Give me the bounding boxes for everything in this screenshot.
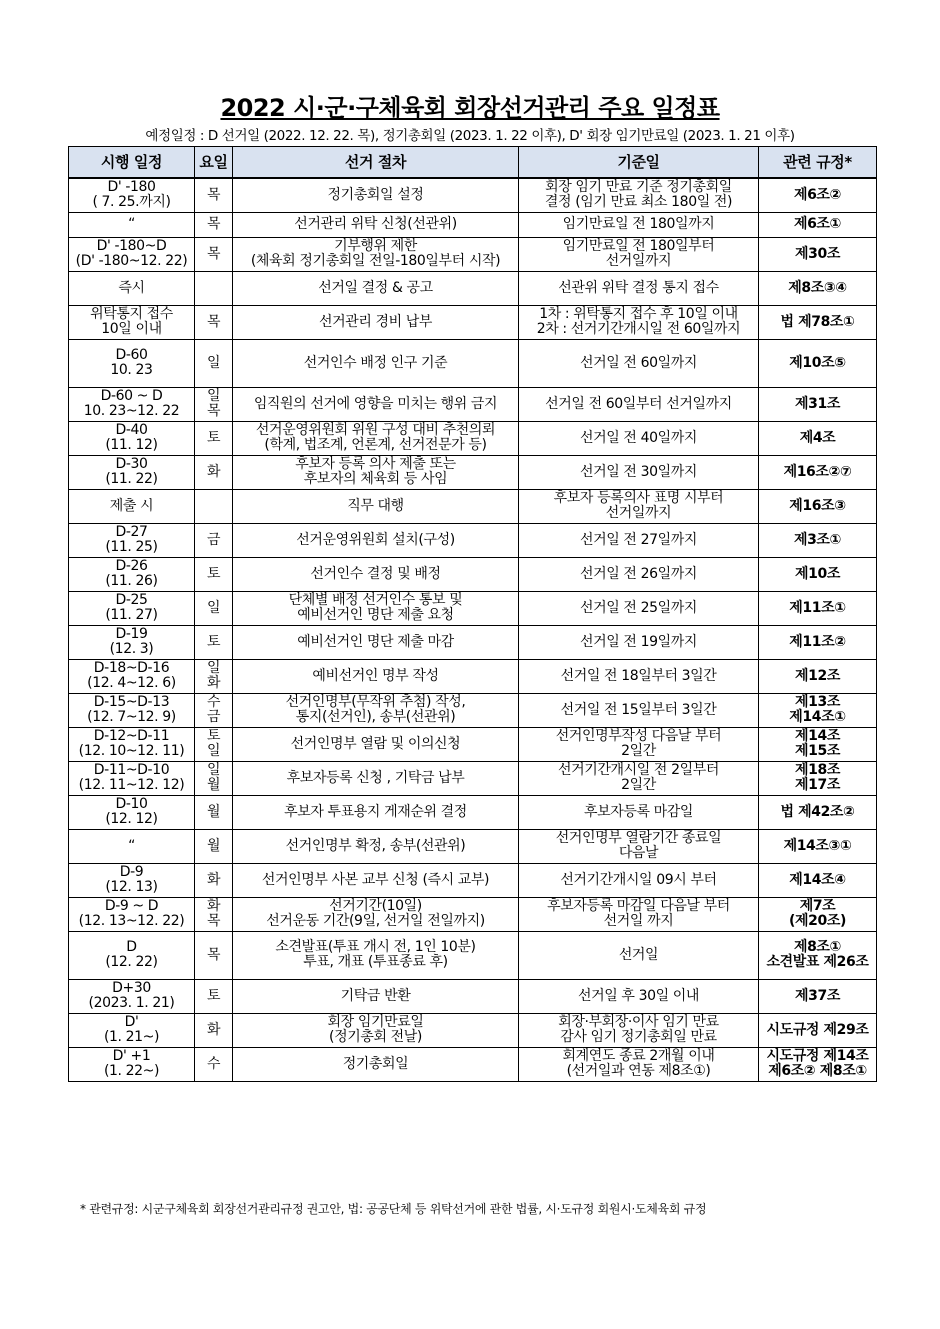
cell-rule: 제13조 제14조① <box>759 693 877 727</box>
page-title: 2022 시·군·구체육회 회장선거관리 주요 일정표 <box>220 94 720 122</box>
cell-rule: 제16조③ <box>759 489 877 523</box>
cell-procedure: 소견발표(투표 개시 전, 1인 10분) 투표, 개표 (투표종료 후) <box>233 931 519 979</box>
cell-day: 토 <box>195 625 233 659</box>
table-row <box>69 421 877 455</box>
table-row <box>69 591 877 625</box>
cell-procedure: 선거인명부(무작위 추첨) 작성, 통지(선거인), 송부(선관위) <box>233 693 519 727</box>
cell-procedure: 선거기간(10일) 선거운동 기간(9일, 선거일 전일까지) <box>233 897 519 931</box>
cell-procedure: 선거관리 위탁 신청(선관위) <box>233 212 519 237</box>
table-row <box>69 387 877 421</box>
cell-date: D' -180 ( 7. 25.까지) <box>69 178 195 212</box>
header-day: 요일 <box>195 147 233 179</box>
cell-day: 일 <box>195 339 233 387</box>
cell-rule: 제8조① 소견발표 제26조 <box>759 931 877 979</box>
table-row <box>69 727 877 761</box>
cell-basis: 후보자 등록의사 표명 시부터 선거일까지 <box>519 489 759 523</box>
cell-rule: 제37조 <box>759 979 877 1013</box>
cell-basis: 1차 : 위탁통지 접수 후 10일 이내 2차 : 선거기간개시일 전 60일까지 <box>519 305 759 339</box>
cell-date: D-30 (11. 22) <box>69 455 195 489</box>
cell-rule: 제14조④ <box>759 863 877 897</box>
cell-day: 월 <box>195 795 233 829</box>
cell-rule: 제11조② <box>759 625 877 659</box>
cell-rule: 제11조① <box>759 591 877 625</box>
table-row <box>69 1047 877 1081</box>
cell-day: 토 <box>195 979 233 1013</box>
cell-basis: 선거기간개시일 전 2일부터 2일간 <box>519 761 759 795</box>
cell-rule: 제12조 <box>759 659 877 693</box>
cell-procedure: 후보자 투표용지 게재순위 결정 <box>233 795 519 829</box>
cell-rule: 제10조⑤ <box>759 339 877 387</box>
cell-basis: 선거일 전 40일까지 <box>519 421 759 455</box>
cell-procedure: 임직원의 선거에 영향을 미치는 행위 금지 <box>233 387 519 421</box>
table-row <box>69 897 877 931</box>
cell-day: 토 일 <box>195 727 233 761</box>
cell-date: D-10 (12. 12) <box>69 795 195 829</box>
cell-rule: 제14조③① <box>759 829 877 863</box>
cell-basis: 선거기간개시일 09시 부터 <box>519 863 759 897</box>
table-row <box>69 305 877 339</box>
cell-rule: 제30조 <box>759 237 877 271</box>
cell-day: 목 <box>195 237 233 271</box>
table-row <box>69 659 877 693</box>
cell-day: 일 화 <box>195 659 233 693</box>
cell-procedure: 후보자 등록 의사 제출 또는 후보자의 체육회 등 사임 <box>233 455 519 489</box>
header-basis: 기준일 <box>519 147 759 179</box>
cell-basis: 선거일 전 15일부터 3일간 <box>519 693 759 727</box>
cell-procedure: 직무 대행 <box>233 489 519 523</box>
cell-procedure: 예비선거인 명단 제출 마감 <box>233 625 519 659</box>
header-date: 시행 일정 <box>69 147 195 179</box>
cell-basis: 회계연도 종료 2개월 이내 (선거일과 연동 제8조①) <box>519 1047 759 1081</box>
cell-basis: 선거인명부 열람기간 종료일 다음날 <box>519 829 759 863</box>
table-row <box>69 979 877 1013</box>
cell-rule: 제16조②⑦ <box>759 455 877 489</box>
cell-date: 즉시 <box>69 271 195 305</box>
table-row <box>69 178 877 212</box>
cell-basis: 선거일 <box>519 931 759 979</box>
cell-rule: 시도규정 제14조 제6조② 제8조① <box>759 1047 877 1081</box>
cell-basis: 선거일 전 26일까지 <box>519 557 759 591</box>
cell-procedure: 선거인명부 확정, 송부(선관위) <box>233 829 519 863</box>
cell-rule: 제6조① <box>759 212 877 237</box>
cell-basis: 선거일 전 19일까지 <box>519 625 759 659</box>
table-row <box>69 455 877 489</box>
cell-date: D-9 ~ D (12. 13~12. 22) <box>69 897 195 931</box>
cell-day: 월 <box>195 829 233 863</box>
cell-basis: 선관위 위탁 결정 통지 접수 <box>519 271 759 305</box>
table-row <box>69 489 877 523</box>
table-header-row <box>69 147 877 179</box>
cell-date: D-9 (12. 13) <box>69 863 195 897</box>
cell-basis: 후보자등록 마감일 <box>519 795 759 829</box>
cell-day: 화 목 <box>195 897 233 931</box>
cell-day: 수 <box>195 1047 233 1081</box>
table-body <box>69 178 877 1081</box>
cell-rule: 제8조③④ <box>759 271 877 305</box>
cell-rule: 제14조 제15조 <box>759 727 877 761</box>
table-row <box>69 761 877 795</box>
cell-day: 일 목 <box>195 387 233 421</box>
table-row <box>69 795 877 829</box>
cell-procedure: 후보자등록 신청 , 기탁금 납부 <box>233 761 519 795</box>
cell-date: D-11~D-10 (12. 11~12. 12) <box>69 761 195 795</box>
cell-rule: 제3조① <box>759 523 877 557</box>
table-row <box>69 237 877 271</box>
cell-basis: 선거일 전 30일까지 <box>519 455 759 489</box>
cell-date: 제출 시 <box>69 489 195 523</box>
cell-date: D-26 (11. 26) <box>69 557 195 591</box>
cell-rule: 제7조 (제20조) <box>759 897 877 931</box>
cell-day: 수 금 <box>195 693 233 727</box>
cell-day <box>195 271 233 305</box>
cell-day: 화 <box>195 455 233 489</box>
cell-basis: 후보자등록 마감일 다음날 부터 선거일 까지 <box>519 897 759 931</box>
cell-procedure: 정기총회일 <box>233 1047 519 1081</box>
header-procedure: 선거 절차 <box>233 147 519 179</box>
cell-day: 목 <box>195 178 233 212</box>
cell-procedure: 기탁금 반환 <box>233 979 519 1013</box>
cell-basis: 선거일 전 60일까지 <box>519 339 759 387</box>
cell-date: “ <box>69 829 195 863</box>
table-row <box>69 339 877 387</box>
cell-date: D-25 (11. 27) <box>69 591 195 625</box>
cell-day: 일 월 <box>195 761 233 795</box>
cell-day: 토 <box>195 421 233 455</box>
cell-date: D-15~D-13 (12. 7~12. 9) <box>69 693 195 727</box>
cell-procedure: 선거인명부 열람 및 이의신청 <box>233 727 519 761</box>
cell-day: 화 <box>195 1013 233 1047</box>
cell-date: D (12. 22) <box>69 931 195 979</box>
table-row <box>69 212 877 237</box>
footnote: * 관련규정: 시군구체육회 회장선거관리규정 권고안, 법: 공공단체 등 위탁선거에 관한 법률, 시·도규정 회원시·도체육회 규정 <box>80 1202 707 1216</box>
cell-procedure: 기부행위 제한 (체육회 정기총회일 전일-180일부터 시작) <box>233 237 519 271</box>
table-row <box>69 1013 877 1047</box>
cell-basis: 임기만료일 전 180일부터 선거일까지 <box>519 237 759 271</box>
cell-rule: 법 제78조① <box>759 305 877 339</box>
cell-basis: 선거인명부작성 다음날 부터 2일간 <box>519 727 759 761</box>
cell-date: D-18~D-16 (12. 4~12. 6) <box>69 659 195 693</box>
cell-rule: 제31조 <box>759 387 877 421</box>
cell-date: D' (1. 21~) <box>69 1013 195 1047</box>
schedule-table <box>68 146 877 1082</box>
cell-basis: 선거일 전 27일까지 <box>519 523 759 557</box>
cell-date: D' +1 (1. 22~) <box>69 1047 195 1081</box>
table-row <box>69 271 877 305</box>
table-row <box>69 557 877 591</box>
cell-procedure: 선거운영위원회 설치(구성) <box>233 523 519 557</box>
cell-basis: 회장 임기 만료 기준 정기총회일 결정 (임기 만료 최소 180일 전) <box>519 178 759 212</box>
cell-procedure: 선거인명부 사본 교부 신청 (즉시 교부) <box>233 863 519 897</box>
cell-day: 목 <box>195 305 233 339</box>
table-row <box>69 523 877 557</box>
cell-date: “ <box>69 212 195 237</box>
cell-rule: 제18조 제17조 <box>759 761 877 795</box>
cell-rule: 제10조 <box>759 557 877 591</box>
cell-procedure: 선거인수 배정 인구 기준 <box>233 339 519 387</box>
cell-day: 금 <box>195 523 233 557</box>
cell-rule: 제4조 <box>759 421 877 455</box>
cell-procedure: 선거일 결정 & 공고 <box>233 271 519 305</box>
header-rule: 관련 규정* <box>759 147 877 179</box>
cell-date: D-60 10. 23 <box>69 339 195 387</box>
cell-day: 목 <box>195 212 233 237</box>
cell-date: 위탁통지 접수 10일 이내 <box>69 305 195 339</box>
cell-basis: 선거일 후 30일 이내 <box>519 979 759 1013</box>
cell-day: 목 <box>195 931 233 979</box>
cell-date: D+30 (2023. 1. 21) <box>69 979 195 1013</box>
cell-procedure: 예비선거인 명부 작성 <box>233 659 519 693</box>
cell-basis: 선거일 전 25일까지 <box>519 591 759 625</box>
cell-basis: 임기만료일 전 180일까지 <box>519 212 759 237</box>
cell-rule: 시도규정 제29조 <box>759 1013 877 1047</box>
cell-day: 토 <box>195 557 233 591</box>
schedule-note: 예정일정 : D 선거일 (2022. 12. 22. 목), 정기총회일 (2023. 1. 22 이후), D' 회장 임기만료일 (2023. 1. 21 이후) <box>145 128 795 144</box>
cell-date: D-19 (12. 3) <box>69 625 195 659</box>
cell-procedure: 선거운영위원회 위원 구성 대비 추천의뢰 (학계, 법조계, 언론계, 선거전문가 등) <box>233 421 519 455</box>
cell-rule: 법 제42조② <box>759 795 877 829</box>
cell-procedure: 정기총회일 설정 <box>233 178 519 212</box>
cell-date: D-27 (11. 25) <box>69 523 195 557</box>
cell-basis: 회장·부회장·이사 임기 만료 감사 임기 정기총회일 만료 <box>519 1013 759 1047</box>
cell-procedure: 선거인수 결정 및 배정 <box>233 557 519 591</box>
cell-day <box>195 489 233 523</box>
cell-day: 화 <box>195 863 233 897</box>
cell-date: D-12~D-11 (12. 10~12. 11) <box>69 727 195 761</box>
cell-procedure: 선거관리 경비 납부 <box>233 305 519 339</box>
cell-date: D-60 ~ D 10. 23~12. 22 <box>69 387 195 421</box>
cell-day: 일 <box>195 591 233 625</box>
cell-basis: 선거일 전 18일부터 3일간 <box>519 659 759 693</box>
table-row <box>69 625 877 659</box>
cell-procedure: 단체별 배정 선거인수 통보 및 예비선거인 명단 제출 요청 <box>233 591 519 625</box>
table-row <box>69 863 877 897</box>
cell-procedure: 회장 임기만료일 (정기총회 전날) <box>233 1013 519 1047</box>
cell-basis: 선거일 전 60일부터 선거일까지 <box>519 387 759 421</box>
table-row <box>69 931 877 979</box>
cell-date: D' -180~D (D' -180~12. 22) <box>69 237 195 271</box>
table-row <box>69 829 877 863</box>
cell-date: D-40 (11. 12) <box>69 421 195 455</box>
table-row <box>69 693 877 727</box>
cell-rule: 제6조② <box>759 178 877 212</box>
